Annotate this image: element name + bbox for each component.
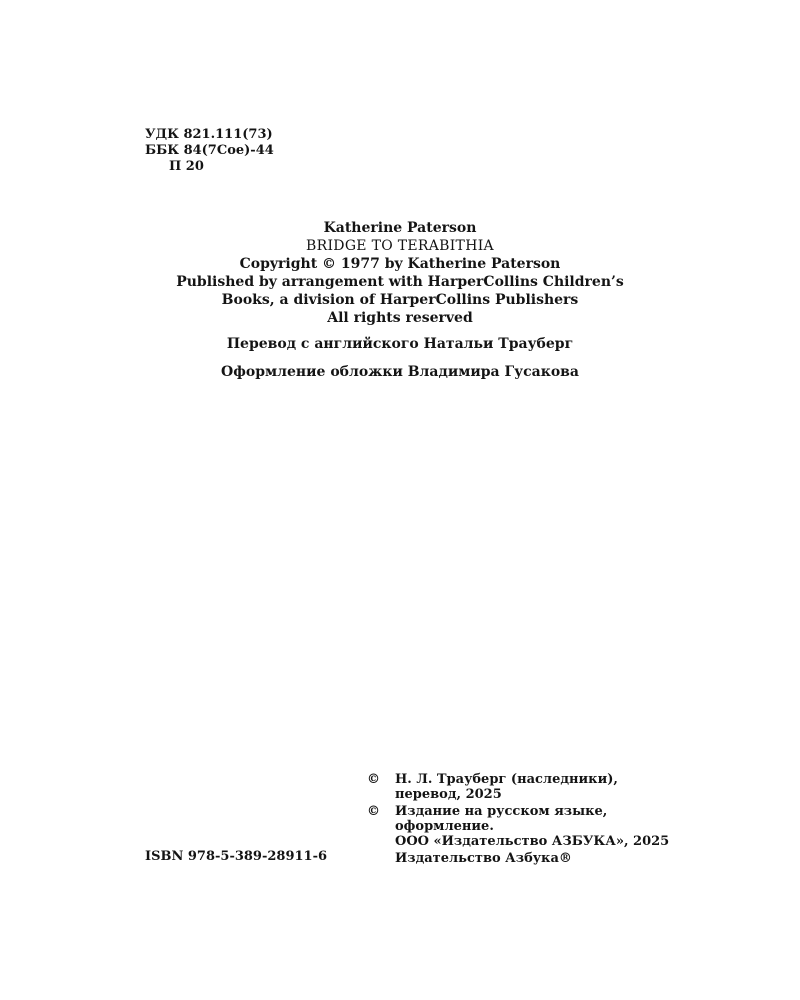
copyright-line: Copyright © 1977 by Katherine Paterson (239, 256, 561, 272)
notice-line: Н. Л. Трауберг (наследники), (395, 772, 618, 787)
notice-line: ООО «Издательство АЗБУКА», 2025 (395, 834, 670, 849)
cover-design-credit: Оформление обложки Владимира Гусакова (221, 364, 579, 380)
copyright-symbol: © (367, 804, 380, 819)
classification-codes (145, 127, 274, 175)
author-mark: П 20 (169, 159, 204, 174)
notice-line: перевод, 2025 (395, 787, 502, 802)
translation-credit: Перевод с английского Натальи Трауберг (226, 336, 574, 352)
rights-reserved: All rights reserved (327, 310, 473, 326)
edition-copyright (367, 804, 669, 849)
copyright-symbol: © (367, 772, 380, 787)
notice-line: Издание на русском языке, (395, 804, 608, 819)
isbn-number: ISBN 978-5-389-28911-6 (145, 849, 328, 864)
translation-copyright (367, 772, 669, 802)
original-credits (140, 219, 660, 381)
publisher-line-1: Published by arrangement with HarperCollins Children’s (176, 274, 624, 290)
publisher-trademark: Издательство Азбука® (395, 851, 572, 866)
udk-code: УДК 821.111(73) (145, 127, 273, 142)
notice-line: оформление. (395, 819, 494, 834)
copyright-notices (367, 772, 669, 866)
author-name: Katherine Paterson (323, 220, 477, 236)
original-title: BRIDGE TO TERABITHIA (306, 238, 494, 254)
bbk-code: ББК 84(7Сое)-44 (145, 143, 274, 158)
publisher-line-2: Books, a division of HarperCollins Publishers (221, 292, 579, 308)
